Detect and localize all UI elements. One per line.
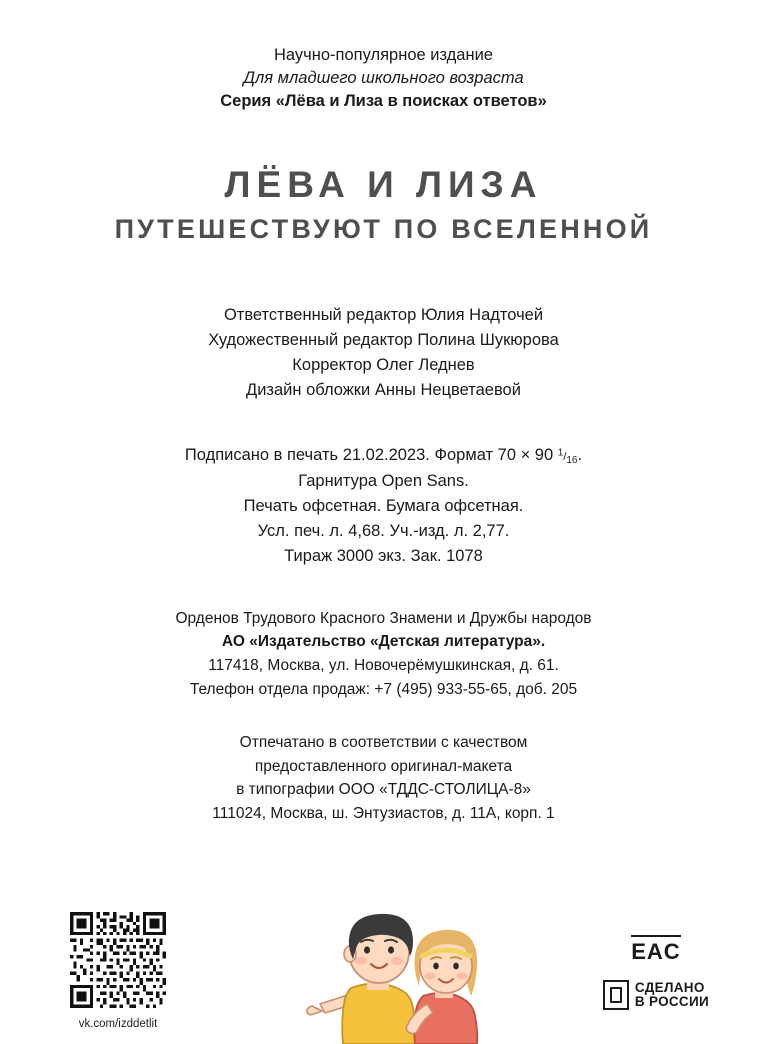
qr-block[interactable] (62, 912, 174, 1030)
footer-strip (0, 879, 767, 1044)
book-title-block (0, 164, 767, 245)
print-format-fraction: $^1/_{16}$ (557, 447, 578, 467)
print-data-line-1 (0, 443, 767, 468)
girl-cheek-right (457, 972, 468, 979)
eac-mark: EAC (631, 935, 680, 963)
girl-figure (406, 930, 477, 1044)
boy-cheek-left (355, 957, 367, 965)
colophon-page (0, 44, 767, 1044)
boy-pointing-hand (307, 1006, 322, 1015)
fraction-denominator: 16 (566, 455, 578, 467)
girl-eye-left (433, 963, 439, 970)
publisher-block (0, 607, 767, 701)
imprint-line-1: Научно-популярное издание (274, 46, 493, 64)
made-in-russia-text (635, 981, 709, 1009)
print-format-text: Подписано в печать 21.02.2023. Формат 70 × 90 (184, 446, 558, 465)
boy-shirt (342, 983, 415, 1044)
made-in-line-2: В РОССИИ (634, 994, 709, 1009)
publisher-awards: Орденов Трудового Красного Знамени и Дружбы народов (175, 609, 592, 627)
boy-figure (307, 914, 415, 1044)
print-data-line-3: Печать офсетная. Бумага офсетная. (243, 496, 524, 515)
printing-house-line-1: Отпечатано в соответствии с качеством (239, 734, 528, 752)
imprint-series: Серия «Лёва и Лиза в поисках ответов» (220, 91, 547, 110)
print-format-period: . (577, 446, 583, 465)
made-in-russia-mark (603, 980, 709, 1010)
two-children-illustration (255, 884, 505, 1044)
book-title-main: ЛЁВА И ЛИЗА (224, 164, 543, 206)
qr-caption[interactable]: vk.com/izddetlit (78, 1018, 158, 1030)
printing-house-address: 111024, Москва, ш. Энтузиастов, д. 11А, корп. 1 (212, 804, 555, 822)
print-data-line-2: Гарнитура Open Sans. (298, 471, 469, 490)
print-data-line-4: Усл. печ. л. 4,68. Уч.-изд. л. 2,77. (257, 521, 510, 540)
made-in-line-1: СДЕЛАНО (634, 979, 705, 995)
credits-block (0, 303, 767, 403)
boy-eye-left (364, 946, 370, 953)
qr-code-icon[interactable] (70, 912, 166, 1008)
publisher-address: 117418, Москва, ул. Новочерёмушкинская, д. 61. (208, 656, 559, 674)
boy-cheek-right (391, 957, 403, 965)
printing-house-name: в типографии ООО «ТДДС-СТОЛИЦА-8» (236, 781, 531, 799)
credit-line: Дизайн обложки Анны Нецветаевой (246, 381, 521, 400)
printing-house-block (0, 731, 767, 825)
book-title-sub: ПУТЕШЕСТВУЮТ ПО ВСЕЛЕННОЙ (114, 213, 653, 244)
print-data-block (0, 443, 767, 569)
publisher-name: АО «Издательство «Детская литература». (221, 633, 546, 651)
fraction-numerator: 1 (557, 447, 564, 459)
imprint-block (0, 44, 767, 112)
imprint-line-2: Для младшего школьного возраста (243, 68, 524, 87)
girl-cheek-left (425, 972, 436, 979)
credit-line: Ответственный редактор Юлия Надточей (223, 305, 544, 324)
certification-marks (603, 935, 709, 1010)
made-in-russia-icon (603, 980, 629, 1010)
publisher-phone: Телефон отдела продаж: +7 (495) 933-55-65, доб. 205 (189, 680, 578, 698)
credit-line: Художественный редактор Полина Шукюрова (208, 330, 559, 349)
boy-eye-right (388, 946, 394, 953)
credit-line: Корректор Олег Леднев (292, 356, 475, 375)
print-data-line-5: Тираж 3000 экз. Зак. 1078 (284, 546, 483, 565)
girl-eye-right (453, 963, 459, 970)
printing-house-line-2: предоставленного оригинал-макета (254, 757, 513, 775)
